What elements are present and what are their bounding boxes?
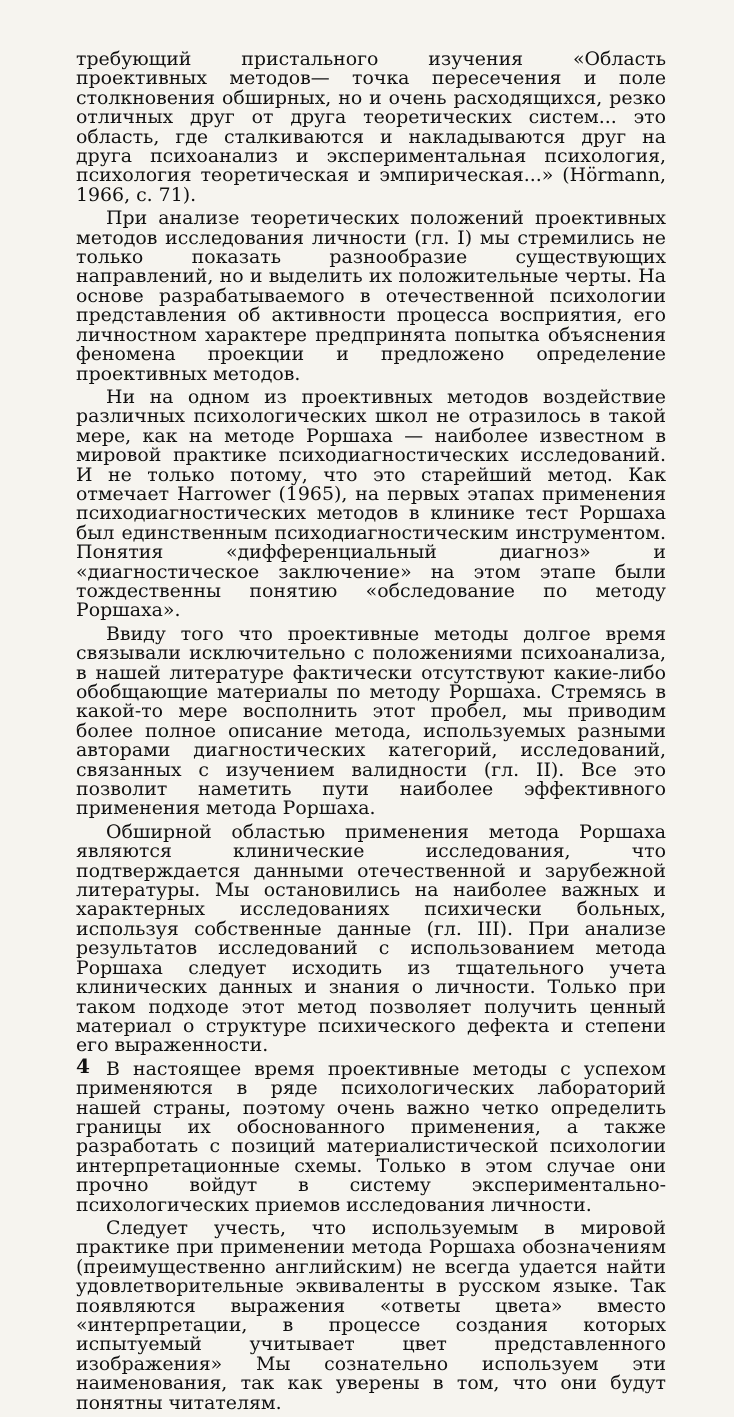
body-text <box>76 50 666 1417</box>
paragraph-6: В настоящее время проективные методы с успехом применяются в ряде психологических лабораторий нашей страны, поэтому очень важно четко определить границы их обоснованного применения, а также разработать с позиций материалистической психологии интерпретационные схемы. Только в этом случае они прочно войдут в систему экспериментально-психологических приемов исследования личности. <box>76 1057 666 1216</box>
paragraph-2: При анализе теоретических положений проективных методов исследования личности (гл. I) мы стремились не только показать разнообразие существующих направлений, но и выделить их положительные черты. На основе разрабатываемого в отечественной психологии представления об активности процесса восприятия, его личностном характере предпринята попытка объяснения феномена проекции и предложено определение проективных методов. <box>76 207 666 385</box>
paragraph-7: Следует учесть, что используемым в мировой практике при применении метода Роршаха обозначениям (преимущественно английским) не всегда удается найти удовлетворительные эквиваленты в русском языке. Так появляются выражения «ответы цвета» вместо «интерпретации, в процессе создания которых испытуемый учитывает цвет представленного изображения» Мы сознательно используем эти наименования, так как уверены в том, что они будут понятны читателям. <box>76 1216 666 1414</box>
paragraph-5: Обширной областью применения метода Роршаха являются клинические исследования, что подтверждается данными отечественной и зарубежной литературы. Мы остановились на наиболее важных и характерных исследованиях психически больных, используя собственные данные (гл. III). При анализе результатов исследований с использованием метода Роршаха следует исходить из тщательного учета клинических данных и знания о личности. Только при таком подходе этот метод позволяет получить ценный материал о структуре психического дефекта и степени его выраженности. <box>76 820 666 1057</box>
paragraph-1: требующий пристального изучения «Область проективных методов— точка пересечения и поле столкновения обширных, но и очень расходящихся, резко отличных друг от друга теоретических систем... это область, где сталкиваются и накладываются друг на друга психоанализ и экспериментальная психология, психология теоретическая и эмпирическая...» (Hörmann, 1966, с. 71). <box>76 48 666 206</box>
page-number: 4 <box>76 1054 90 1078</box>
paragraph-4: Ввиду того что проективные методы долгое время связывали исключительно с положениями психоанализа, в нашей литературе фактически отсутствуют какие-либо обобщающие материалы по методу Роршаха. Стремясь в какой-то мере восполнить этот пробел, мы приводим более полное описание метода, используемых разными авторами диагностических категорий, исследований, связанных с изучением валидности (гл. II). Все это позволит наметить пути наиболее эффективного применения метода Роршаха. <box>76 622 666 820</box>
paragraph-3: Ни на одном из проективных методов воздействие различных психологических школ не отразилось в такой мере, как на методе Роршаха — наиболее известном в мировой практике психодиагностических исследований. И не только потому, что это старейший метод. Как отмечает Harrower (1965), на первых этапах применения психодиагностических методов в клинике тест Роршаха был единственным психодиагностическим инструментом. Понятия «дифференциальный диагноз» и «диагностическое заключение» на этом этапе были тождественны понятию «обследование по методу Роршаха». <box>76 385 666 622</box>
